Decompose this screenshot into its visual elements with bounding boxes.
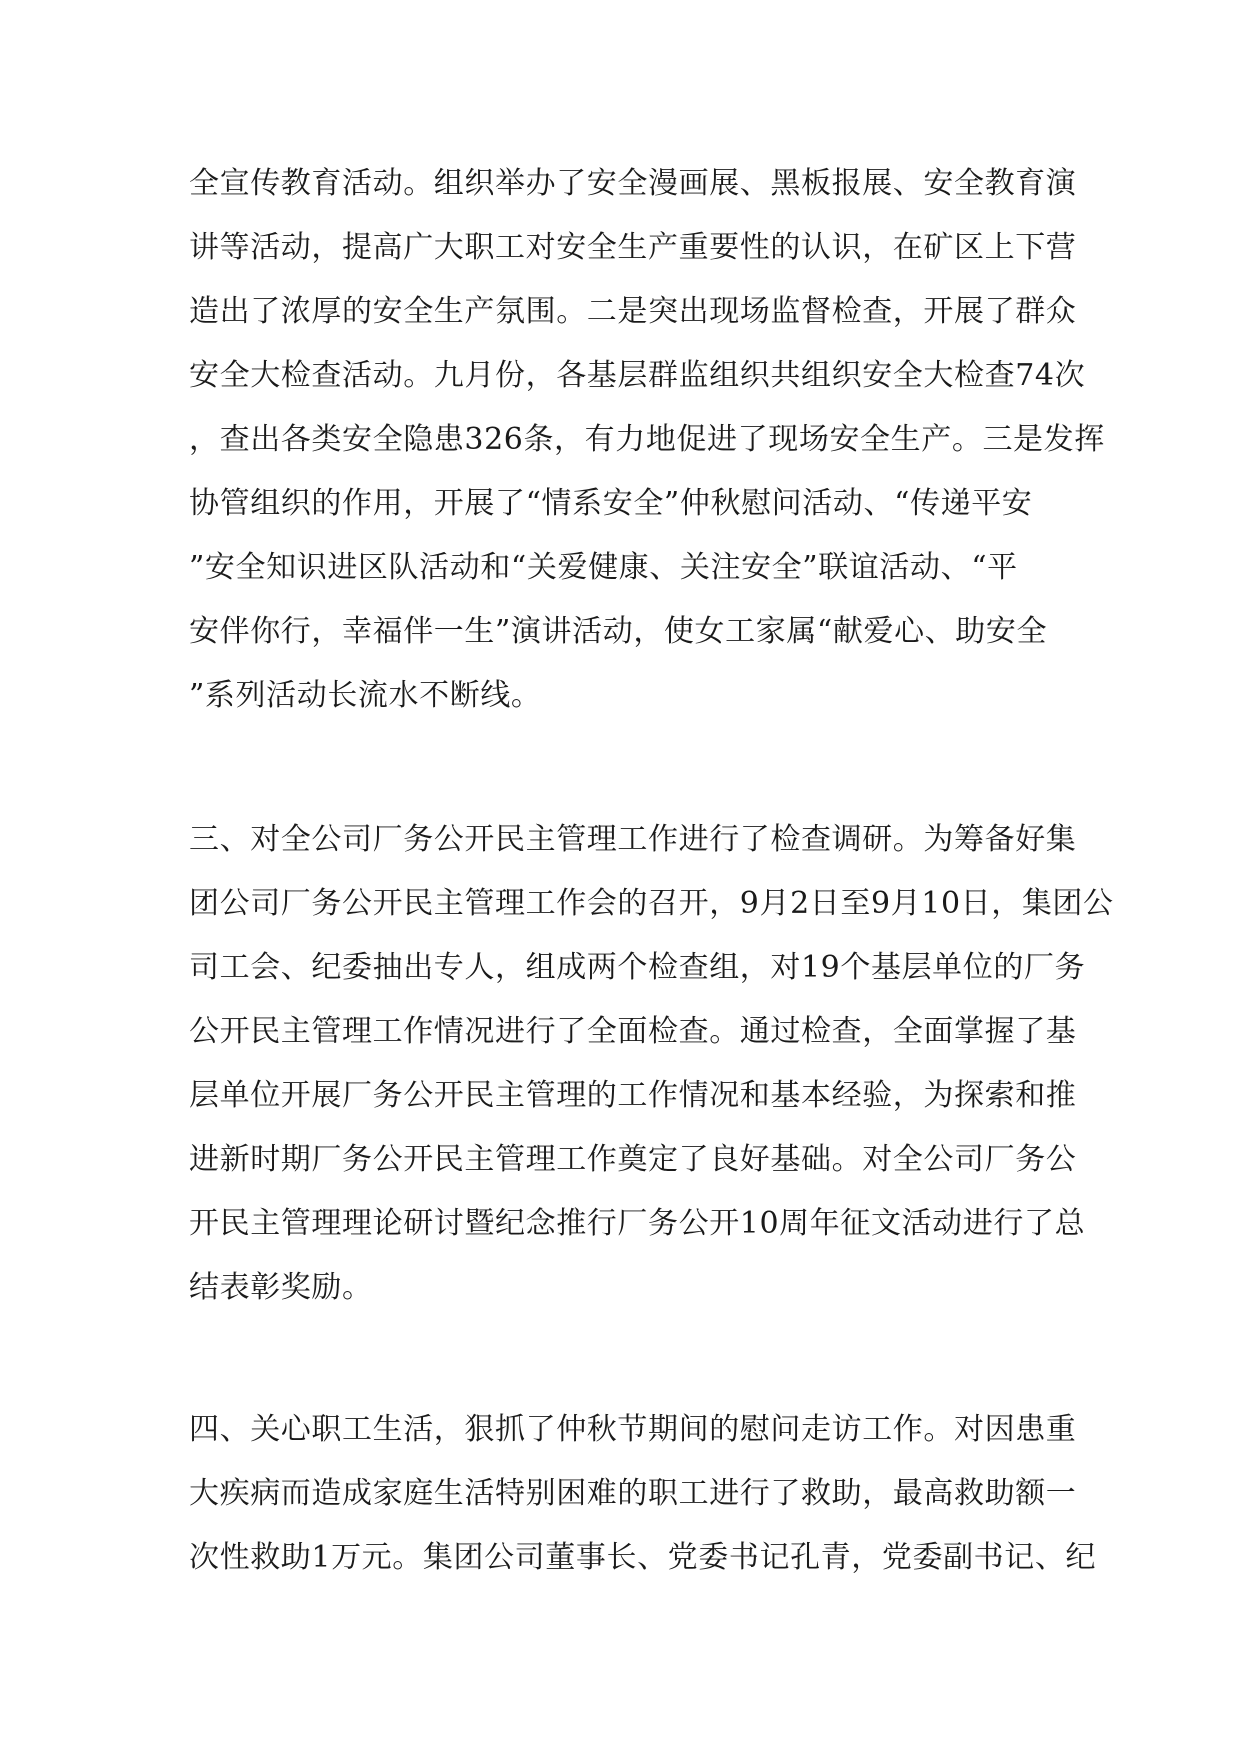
text-line: ”安全知识进区队活动和“关爱健康、关注安全”联谊活动、“平	[189, 550, 1018, 585]
text-line: 层单位开展厂务公开民主管理的工作情况和基本经验，为探索和推	[189, 1078, 1077, 1113]
text-line: 全宣传教育活动。组织举办了安全漫画展、黑板报展、安全教育演	[189, 166, 1077, 201]
text-line: 四、关心职工生活，狠抓了仲秋节期间的慰问走访工作。对因患重	[189, 1412, 1077, 1447]
text-line: 结表彰奖励。	[189, 1270, 373, 1305]
text-line: 安全大检查活动。九月份，各基层群监组织共组织安全大检查74次	[189, 358, 1086, 393]
text-line: 司工会、纪委抽出专人，组成两个检查组，对19个基层单位的厂务	[189, 950, 1086, 985]
text-line: ，查出各类安全隐患326条，有力地促进了现场安全生产。三是发挥	[189, 422, 1105, 457]
text-line: 进新时期厂务公开民主管理工作奠定了良好基础。对全公司厂务公	[189, 1142, 1077, 1177]
text-line: ”系列活动长流水不断线。	[189, 678, 542, 713]
text-line: 讲等活动，提高广大职工对安全生产重要性的认识，在矿区上下营	[189, 230, 1077, 265]
text-line: 三、对全公司厂务公开民主管理工作进行了检查调研。为筹备好集	[189, 822, 1077, 857]
paragraph-section-four	[189, 1398, 1097, 1590]
text-line: 造出了浓厚的安全生产氛围。二是突出现场监督检查，开展了群众	[189, 294, 1077, 329]
text-line: 团公司厂务公开民主管理工作会的召开，9月2日至9月10日，集团公	[189, 886, 1114, 921]
text-line: 协管组织的作用，开展了“情系安全”仲秋慰问活动、“传递平安	[189, 486, 1033, 521]
text-line: 大疾病而造成家庭生活特别困难的职工进行了救助，最高救助额一	[189, 1476, 1077, 1511]
text-line: 安伴你行，幸福伴一生”演讲活动，使女工家属“献爱心、助安全	[189, 614, 1048, 649]
paragraph-section-three	[189, 808, 1114, 1320]
paragraph-safety-activities	[189, 152, 1105, 728]
text-line: 开民主管理理论研讨暨纪念推行厂务公开10周年征文活动进行了总	[189, 1206, 1086, 1241]
text-line: 次性救助1万元。集团公司董事长、党委书记孔青，党委副书记、纪	[189, 1540, 1097, 1575]
text-line: 公开民主管理工作情况进行了全面检查。通过检查，全面掌握了基	[189, 1014, 1077, 1049]
